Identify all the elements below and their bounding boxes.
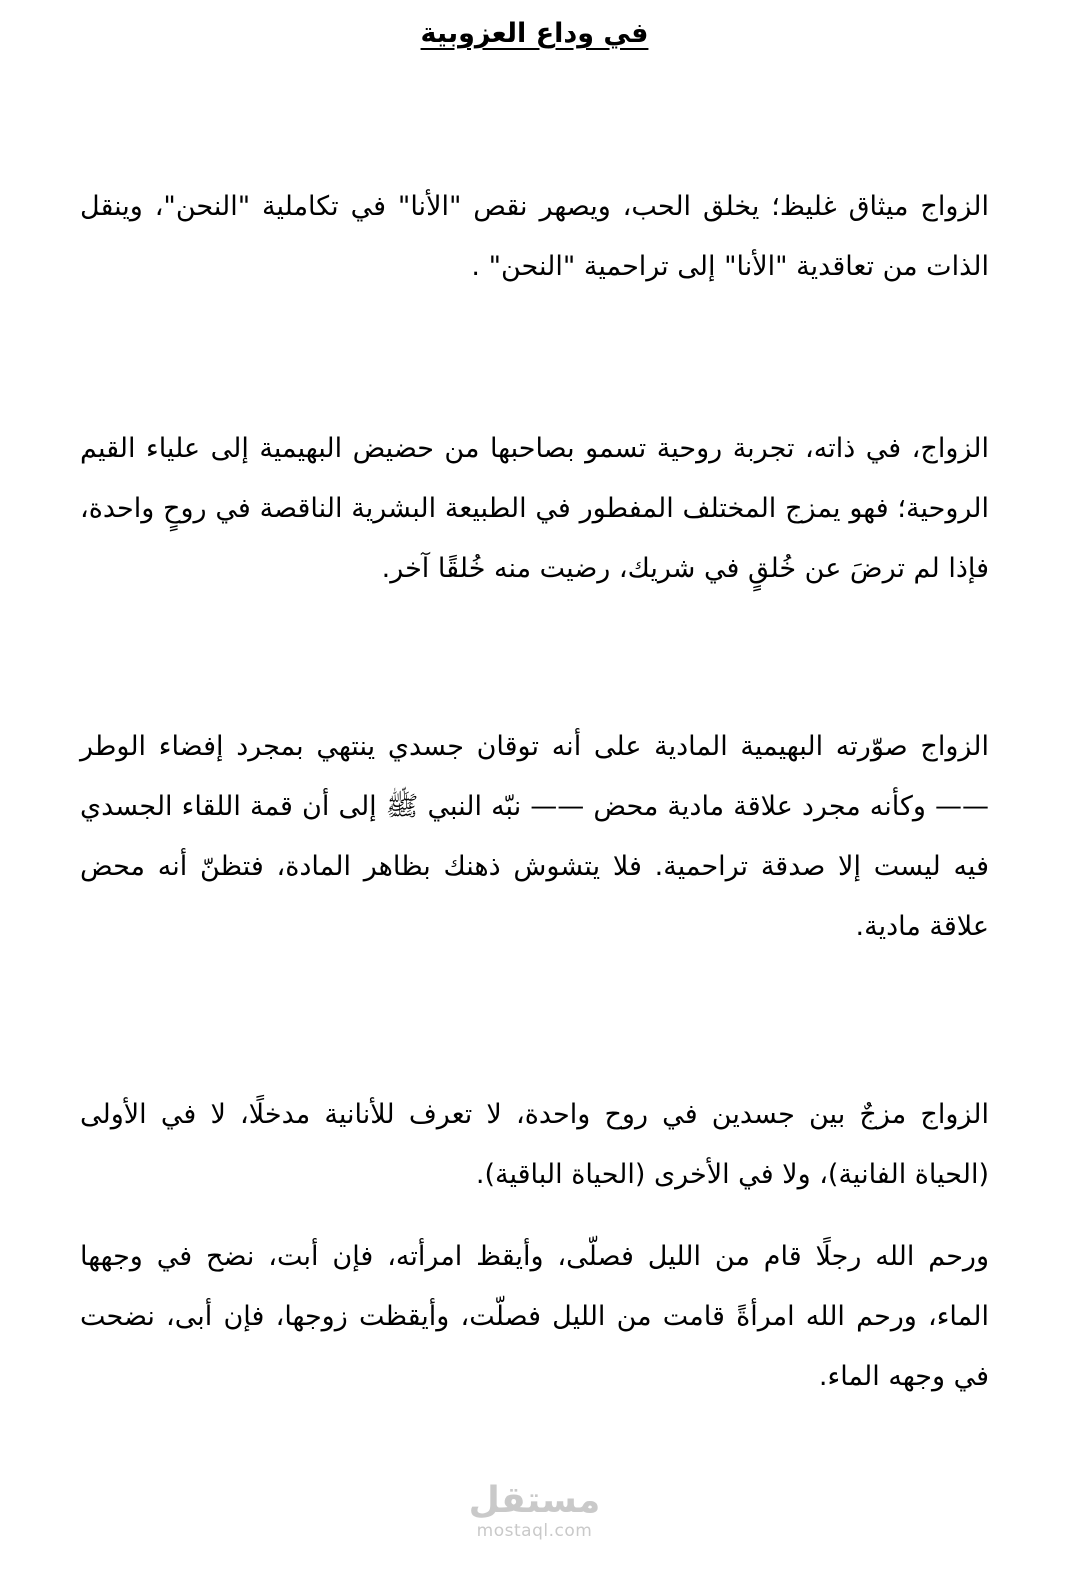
paragraph-night-prayer-hadith: ورحم الله رجلًا قام من الليل فصلّى، وأيقظ امرأته، فإن أبت، نضح في وجهها الماء، ورحم الله امرأةً قامت من الليل فصلّت، وأيقظت زوجها، فإن أبى، نضحت في وجهه الماء. [80, 1241, 989, 1392]
paragraph-two-bodies-one-soul: الزواج مزجٌ بين جسدين في روح واحدة، لا تعرف للأنانية مدخلًا، لا في الأولى (الحياة الفانية)، ولا في الأخرى (الحياة الباقية). [80, 1099, 989, 1190]
page-title: في وداع العزوبية [420, 18, 649, 49]
paragraph-spiritual-experience: الزواج، في ذاته، تجربة روحية تسمو بصاحبها من حضيض البهيمية إلى علياء القيم الروحية؛ فهو يمزج المختلف المفطور في الطبيعة البشرية الناقصة في روحٍ واحدة، فإذا لم ترضَ عن خُلقٍ في شريك، رضيت منه خُلقًا آخر. [80, 433, 989, 584]
watermark-site-url: mostaql.com [476, 1520, 593, 1541]
watermark [0, 1481, 1069, 1541]
paragraph-materialist-view: الزواج صوّرته البهيمية المادية على أنه توقان جسدي ينتهي بمجرد إفضاء الوطر —— وكأنه مجرد علاقة مادية محض —— نبّه النبي ﷺ إلى أن قمة اللقاء الجسدي فيه ليست إلا صدقة تراحمية. فلا يتشوش ذهنك بظاهر المادة، فتظنّ أنه محض علاقة مادية. [80, 731, 989, 942]
paragraph-marriage-covenant: الزواج ميثاق غليظ؛ يخلق الحب، ويصهر نقص "الأنا" في تكاملية "النحن"، وينقل الذات من تعاقدية "الأنا" إلى تراحمية "النحن" . [80, 191, 989, 282]
watermark-logo-text: مستقل [468, 1480, 601, 1522]
